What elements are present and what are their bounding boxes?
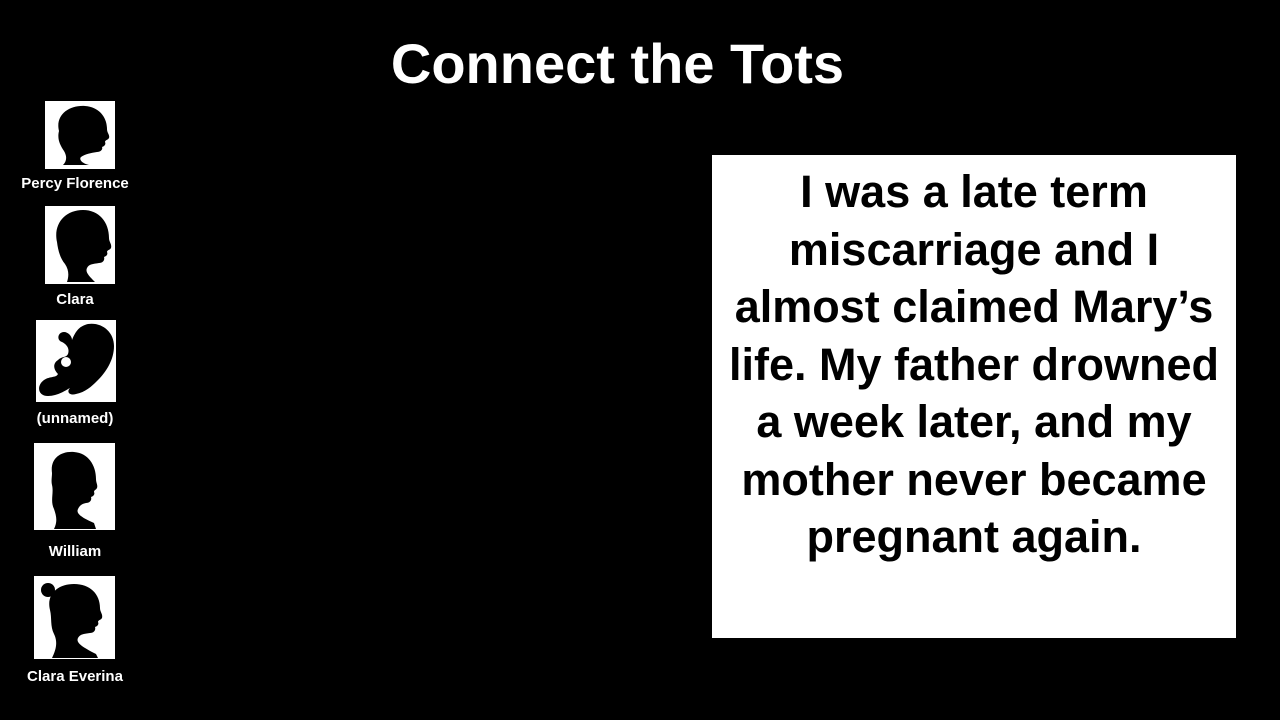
clue-text: I was a late term miscarriage and I almost claimed Mary’s life. My father drowned a week later, and my mother never became pregnant again. [728, 166, 1220, 562]
girl-silhouette-icon [34, 576, 115, 659]
tot-name: (unnamed) [36, 410, 114, 427]
tot-unnamed[interactable] [0, 320, 150, 430]
tot-percy-florence[interactable] [0, 101, 150, 201]
clue-card [712, 155, 1236, 638]
tot-name: William [48, 543, 102, 560]
boy-silhouette-icon [34, 443, 115, 530]
tot-clara[interactable] [0, 206, 150, 316]
fetus-silhouette-icon [36, 320, 116, 402]
tot-clara-everina[interactable] [0, 576, 150, 688]
toddler-silhouette-icon [45, 206, 115, 284]
page-title: Connect the Tots [390, 32, 845, 95]
tot-name: Clara [56, 291, 94, 308]
baby-silhouette-icon [45, 101, 115, 169]
tot-name: Clara Everina [27, 668, 123, 685]
tot-name: Percy Florence [21, 175, 129, 192]
tot-william[interactable] [0, 443, 150, 563]
